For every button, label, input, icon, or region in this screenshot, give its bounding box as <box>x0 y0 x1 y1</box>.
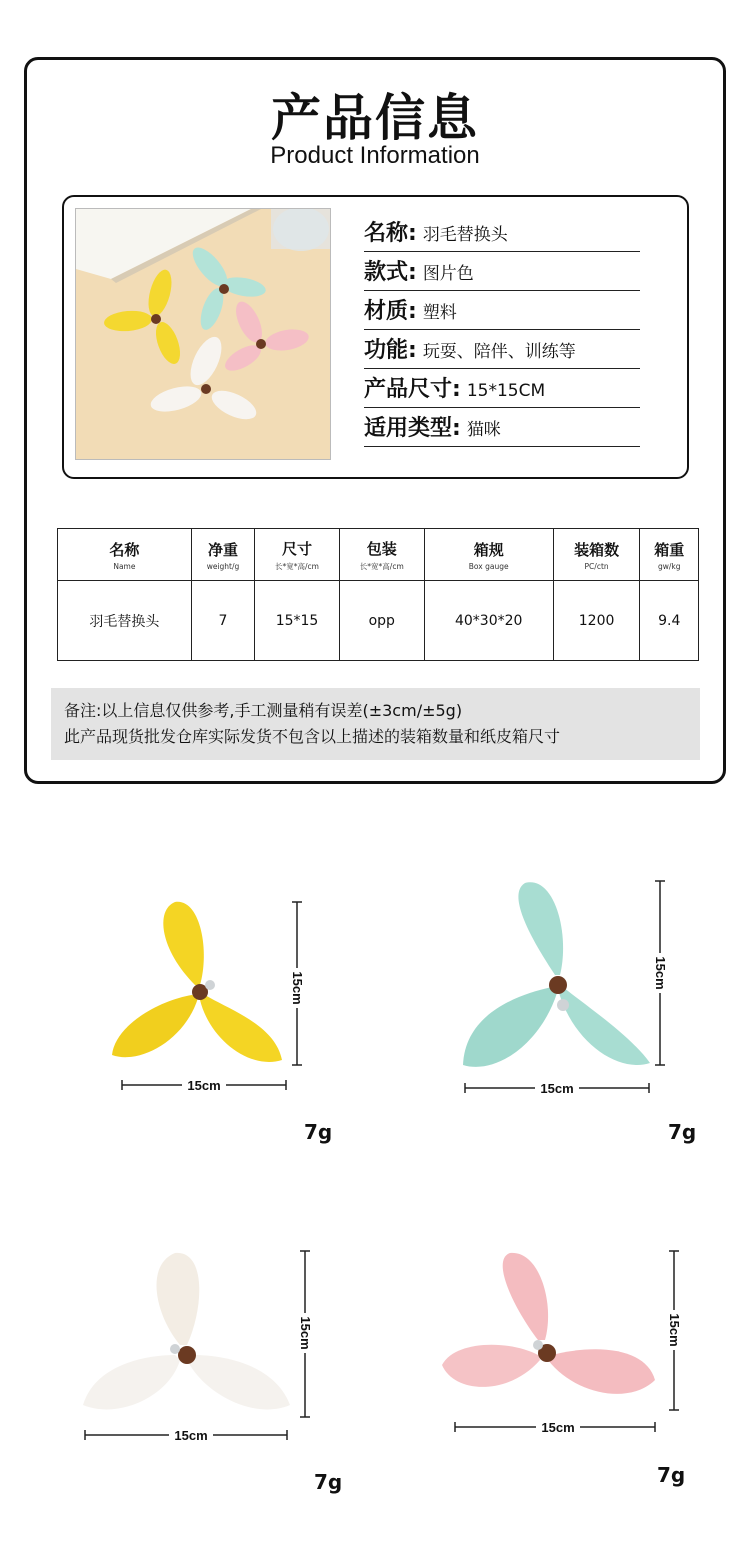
header-cn: 箱规 <box>473 540 504 559</box>
width-label: 15cm <box>540 1081 574 1096</box>
spec-row-style <box>364 255 640 291</box>
table-header-row <box>58 529 699 581</box>
header-cn: 净重 <box>207 540 238 559</box>
spec-key: 适用类型: <box>364 416 461 441</box>
product-yellow <box>100 890 320 1100</box>
height-label: 15cm <box>290 971 305 1005</box>
weight-label: 7g <box>314 1470 343 1494</box>
spec-key: 功能: <box>364 338 417 363</box>
page-subtitle: Product Information <box>270 142 480 169</box>
table-header <box>58 529 192 581</box>
table-cell: 9.4 <box>640 581 699 661</box>
table-cell: 15*15 <box>255 581 340 661</box>
table-cell: 羽毛替换头 <box>58 581 192 661</box>
weight-label: 7g <box>668 1120 697 1144</box>
spec-value: 塑料 <box>422 303 457 323</box>
table-cell: opp <box>339 581 424 661</box>
header-en: 长*宽*高/cm <box>359 561 404 571</box>
table-cell: 40*30*20 <box>424 581 553 661</box>
packing-table <box>57 528 699 661</box>
height-label: 15cm <box>298 1316 313 1350</box>
product-pink <box>430 1245 700 1445</box>
table-cell: 7 <box>191 581 254 661</box>
product-photo <box>75 208 331 460</box>
header-cn: 装箱数 <box>574 540 620 559</box>
note-line-1: 备注:以上信息仅供参考,手工测量稍有误差(±3cm/±5g) <box>64 701 463 720</box>
height-label: 15cm <box>667 1313 682 1347</box>
header-cn: 包装 <box>366 539 397 558</box>
spec-key: 名称: <box>364 221 417 246</box>
header-en: weight/g <box>206 561 240 571</box>
table-row <box>58 581 699 661</box>
width-label: 15cm <box>187 1078 221 1093</box>
spec-row-name <box>364 216 640 252</box>
spec-row-material <box>364 294 640 330</box>
table-header <box>640 529 699 581</box>
height-label: 15cm <box>653 956 668 990</box>
weight-label: 7g <box>304 1120 333 1144</box>
note-line-2: 此产品现货批发仓库实际发货不包含以上描述的装箱数量和纸皮箱尺寸 <box>64 727 561 746</box>
table-header <box>255 529 340 581</box>
table-header <box>191 529 254 581</box>
width-label: 15cm <box>174 1428 208 1443</box>
header-en: Name <box>113 561 136 571</box>
spec-row-target <box>364 411 640 447</box>
spec-value: 玩耍、陪伴、训练等 <box>422 342 576 362</box>
note-box <box>51 688 700 760</box>
header-cn: 箱重 <box>654 540 685 559</box>
header-en: Box gauge <box>468 561 509 571</box>
weight-label: 7g <box>657 1463 686 1487</box>
spec-key: 款式: <box>364 260 417 285</box>
table-header <box>553 529 640 581</box>
table-header <box>339 529 424 581</box>
header-en: gw/kg <box>657 561 681 571</box>
spec-key: 材质: <box>364 299 417 324</box>
spec-value: 猫咪 <box>466 420 501 440</box>
page-title: 产品信息 <box>271 89 479 147</box>
header-en: 长*宽*高/cm <box>275 561 319 571</box>
product-white <box>75 1245 325 1450</box>
header-en: PC/ctn <box>584 561 609 571</box>
product-mint <box>455 875 675 1100</box>
spec-row-function <box>364 333 640 369</box>
spec-value: 羽毛替换头 <box>422 225 508 245</box>
spec-key: 产品尺寸: <box>364 377 461 402</box>
spec-row-size <box>364 372 640 408</box>
table-header <box>424 529 553 581</box>
table-cell: 1200 <box>553 581 640 661</box>
header-cn: 尺寸 <box>282 539 313 558</box>
spec-value: 图片色 <box>422 264 474 284</box>
width-label: 15cm <box>541 1420 575 1435</box>
spec-value: 15*15CM <box>466 381 546 401</box>
header-cn: 名称 <box>109 540 140 559</box>
